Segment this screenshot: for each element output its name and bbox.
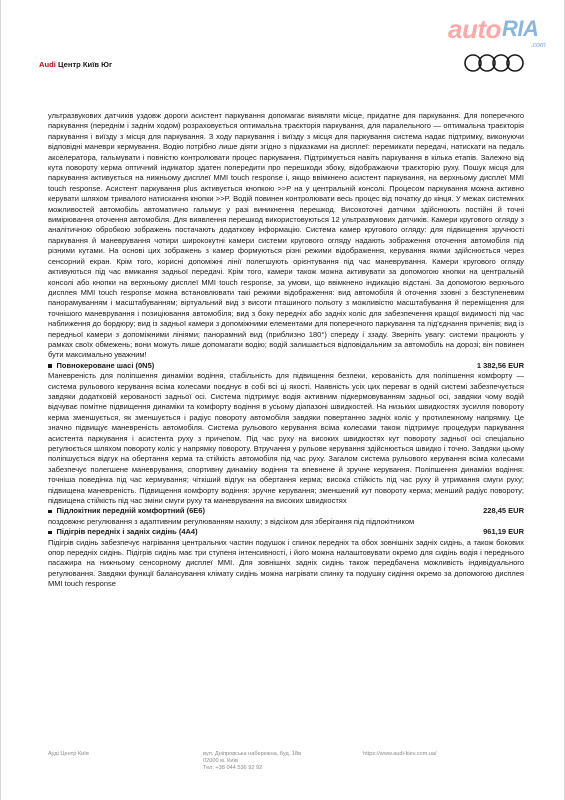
footer-address-line2: 02000 м. Київ <box>203 758 238 764</box>
watermark-ria: RIA <box>502 16 539 41</box>
option-title: Підлокітник передній комфортний (6E6) <box>56 506 205 516</box>
option-header-armrest <box>48 506 524 516</box>
footer-dealer: Ауді Центр Київ <box>48 751 89 757</box>
dealer-name <box>39 60 112 69</box>
option-price: 961,19 EUR <box>483 527 524 537</box>
main-content <box>48 111 524 590</box>
option-title: Підігрів передніх і задніх сидінь (4A4) <box>56 527 198 537</box>
watermark-domain: .com <box>531 42 546 49</box>
audi-rings-logo <box>463 53 525 73</box>
bullet-icon <box>48 364 52 368</box>
bullet-icon <box>48 510 52 514</box>
footer-address <box>203 751 301 772</box>
intro-paragraph: ультразвукових датчиків уздовж дороги асистент паркування допомагає виявляти місце, придатне для паркування. Для поперечного паркування (переднім і заднім ходом) розраховується оптимальна траєкторія паркування, для паралельного — оптимальна траєкторія паркування і виїзду з місця для паркування. З ходу паркування і виїзду з місця для паркування система надає підтримку, виконуючи відповідні маневри кермування. Водію потрібно лише діяти згідно з підказками на дисплеї: перемикати передачі, натискати на педаль акселератора, гальмувати і повністю контролювати процес паркування. Підтримується навіть паркування в кілька етапів. Залежно від кута повороту керма оптичний індикатор здатен попередити про перешкоди збоку, відображаючи траєкторію руху. Пошук місця для паркування активується на нижньому дисплеї MMI touch response і, якщо ввімкнено асистент паркування, на верхньому дисплеї MMI touch response. Асистент паркування plus активується кнопкою >>P на у центральній консолі. Процесом паркування можна активно керувати шляхом тривалого натискання кнопки >>P. Водій повинен контролювати весь процес від початку до кінця. У межах системних можливостей автомобіль автоматично гальмує у разі виникнення перешкод. Високоточні датчики здійснюють постійні й точні вимірювання оточення автомобіля. Для виявлення перешкод використовуються 12 ультразвукових датчиків. Камери кругового огляду з аналітичною обробкою зображень постачають додаткову інформацію. Система камер кругового огляду: для підвищення зручності паркування й маневрування чотири ширококутні камери системи кругового огляду надають зображення оточення автомобіля під різними кутами. На основі цих зображень з камер формуються різні режими відображення, керування якими здійснюється через сенсорний екран. Крім того, корисні допоміжні лінії полегшують орієнтування під час маневрування. Камери кругового огляду активуються під час вмикання задньої передачі. Крім того, камери також можна активувати за допомогою кнопки на центральній консолі або кнопки на верхньому дисплеї MMI touch response, за умови, що ввімкнено індикацію відстані. За допомогою верхнього дисплея MMI touch response можна встановлювати такі режими відображення: вид автомобіля й оточення ззовні з безступеневим панорамуванням і масштабуванням; віртуальний вид з висоти пташиного польоту з можливістю масштабування й переміщення для точнішого маневрування і позиціювання автомобіля; вид з боку передніх або задніх коліс для забезпечення кращої видимості під час наближення до бордюру; вид із задньої камери з допоміжними елементами для поперечного паркування та під'єднання причепів; вид із передньої камери з допоміжними лініями; панорамний вид (приблизно 180°) спереду і ззаду. Зверніть увагу: системи працюють у рамках своїх обмежень; вони можуть лише допомагати водію; водій залишається відповідальним за автомобіль на дорозі; він повинен бути максимально уважним! <box>48 111 524 360</box>
footer-phone: Тел: +38 044 536 92 92 <box>203 765 263 771</box>
option-price: 1 382,56 EUR <box>476 360 524 370</box>
option-description: Підігрів сидінь забезпечує нагрівання центральних частин подушок і спинок передніх та обох зовнішніх задніх сидінь, а також бокових опор передніх сидінь. Підігрів сидінь має три ступеня інтенсивності, і його можна налаштовувати окремо для сидінь водія і переднього пасажира на нижньому сенсорному дисплеї MMI. Для зовнішніх задніх сидінь також передбачена можливість індивідуального регулювання. Завдяки функції балансування клімату сидінь можна нагрівати спинку та подушку сидіння окремо за допомогою дисплея MMI touch response <box>48 537 524 589</box>
option-header-seat-heating <box>48 527 524 537</box>
bullet-icon <box>48 531 52 535</box>
watermark-auto: auto <box>448 14 501 44</box>
footer-address-line1: вул. Дніпровська набережна, буд. 18в <box>203 751 302 757</box>
dealer-brand: Audi <box>39 60 56 69</box>
option-title: Повнокероване шасі (0N5) <box>56 360 155 370</box>
option-description: поздовжнє регулювання з адаптивним регулюванням нахилу; з відсіком для зберігання під підлокітником <box>48 516 415 526</box>
footer-website-link[interactable]: https://www.audi-kiev.com.ua/ <box>363 751 437 757</box>
dealer-location: Центр Київ Юг <box>58 60 113 69</box>
option-header-chassis <box>48 361 524 371</box>
option-price: 228,45 EUR <box>483 506 524 516</box>
option-description: Маневреність для поліпшення динаміки водіння, стабільність для підвищення безпеки, керованість для поліпшення комфорту — система рульового керування всіма колесами поєднує в собі всі ці якості. Наявність усіх цих переваг в одній системі забезпечується завдяки додатковій керованості задньої осі. Система підтримує водія активним підкермовуванням задньої осі, завдяки чому водій відчуває помітне підвищення динаміки та комфорту водіння в усьому діапазоні швидкостей. На низьких швидкостях зусилля повороту керма зменшується, як зменшується і радіус повороту автомобіля завдяки повертанню задніх коліс у протилежному напрямку. Це значно підвищує маневреність автомобіля. Система рульового керування всіма колесами також підтримує процедури паркування асистента паркування і асистента руху з причепом. Під час руху на високих швидкостях кут повороту задньої осі спеціально регулюється шляхом повороту коліс у напрямку повороту. Втручання у рульове керування здійснюється швидко і точно. Завдяки цьому поліпшується відгук на обертання керма та стійкість автомобіля під час руху. Загалом система рульового керування всіма колесами забезпечує полегшене маневрування, спортивну динаміку водіння та впевнене й зручне керування. Поліпшення динаміки водіння: точніша поведінка під час кермування; чіткіший відгук на обертання керма; висока стійкість під час руху й утримання смуги руху; підвищена маневреність. Підвищення комфорту водіння: зручне керування; зменшений кут повороту керма; менший радіус повороту; підвищена стійкість під час зміни смуги руху та маневрування на високих швидкостях <box>48 371 524 506</box>
